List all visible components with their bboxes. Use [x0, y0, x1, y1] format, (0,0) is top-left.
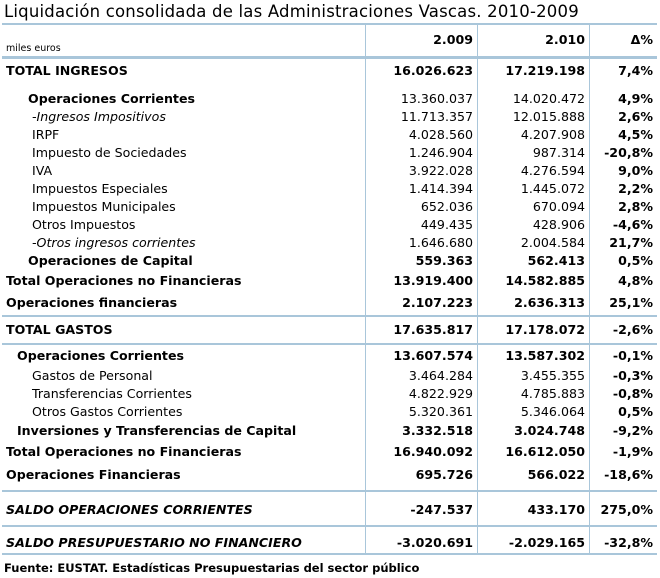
row-value-delta: 0,5%: [590, 402, 658, 420]
row-label: Operaciones Corrientes: [17, 347, 184, 363]
row-value-delta: -20,8%: [590, 143, 658, 161]
row-label: IVA: [32, 162, 53, 178]
table-row: [2, 143, 657, 161]
row-value-delta: 9,0%: [590, 161, 658, 179]
row-label: Impuestos Especiales: [32, 180, 168, 196]
row-value-2009: 559.363: [366, 251, 478, 269]
row-value-2010: 5.346.064: [478, 402, 590, 420]
col-header-2010: 2.010: [478, 25, 590, 58]
table-row: [2, 197, 657, 215]
table-row: [2, 215, 657, 233]
row-value-2009: 13.360.037: [366, 89, 478, 107]
row-value-2009: 3.464.284: [366, 366, 478, 384]
row-value-delta: 2,2%: [590, 179, 658, 197]
row-label: Operaciones de Capital: [28, 252, 193, 268]
table-row: [2, 179, 657, 197]
row-value-2010: 4.276.594: [478, 161, 590, 179]
table-row: [2, 233, 657, 251]
row-value-2010: 17.219.198: [478, 59, 590, 81]
table-row: [2, 463, 657, 486]
row-label: Gastos de Personal: [32, 367, 153, 383]
row-label: SALDO OPERACIONES CORRIENTES: [6, 502, 253, 517]
row-label: Operaciones Corrientes: [28, 90, 195, 106]
row-label: Impuesto de Sociedades: [32, 144, 187, 160]
row-value-2009: 1.414.394: [366, 179, 478, 197]
row-value-delta: 25,1%: [590, 292, 658, 312]
row-value-2010: 433.170: [478, 499, 590, 520]
row-value-2009: 3.922.028: [366, 161, 478, 179]
row-value-delta: -2,6%: [590, 316, 658, 343]
table-row: [2, 402, 657, 420]
row-value-2009: 695.726: [366, 463, 478, 486]
table-row: [2, 269, 657, 292]
table-row: [2, 532, 657, 553]
table-row: [2, 499, 657, 520]
row-value-2009: 16.026.623: [366, 59, 478, 81]
row-label: -Otros ingresos corrientes: [32, 234, 196, 250]
row-value-delta: -4,6%: [590, 215, 658, 233]
row-label: Total Operaciones no Financieras: [6, 444, 242, 459]
row-value-delta: 21,7%: [590, 233, 658, 251]
table-row: [2, 161, 657, 179]
row-label: Operaciones financieras: [6, 294, 178, 310]
row-value-2010: 987.314: [478, 143, 590, 161]
row-value-delta: -1,9%: [590, 440, 658, 463]
row-value-2009: 2.107.223: [366, 292, 478, 312]
col-header-2009: 2.009: [366, 25, 478, 58]
row-value-2010: 16.612.050: [478, 440, 590, 463]
row-value-delta: 275,0%: [590, 499, 658, 520]
row-label: Total Operaciones no Financieras: [6, 273, 242, 288]
table-row: [2, 344, 657, 366]
row-label: Transferencias Corrientes: [32, 385, 192, 401]
row-value-2009: 13.607.574: [366, 344, 478, 366]
table-header: [2, 25, 657, 58]
table-row: [2, 316, 657, 343]
row-value-2010: 2.004.584: [478, 233, 590, 251]
row-value-2010: 4.207.908: [478, 125, 590, 143]
row-value-delta: -0,3%: [590, 366, 658, 384]
row-value-2009: 16.940.092: [366, 440, 478, 463]
row-label: Otros Gastos Corrientes: [32, 403, 183, 419]
row-value-delta: 2,6%: [590, 107, 658, 125]
row-value-2009: 449.435: [366, 215, 478, 233]
row-value-2010: 428.906: [478, 215, 590, 233]
row-value-2009: 4.822.929: [366, 384, 478, 402]
row-value-2009: 652.036: [366, 197, 478, 215]
page-title: Liquidación consolidada de las Administraciones Vascas. 2010-2009: [4, 2, 579, 21]
row-value-delta: 7,4%: [590, 59, 658, 81]
row-value-2010: 566.022: [478, 463, 590, 486]
row-value-delta: -0,8%: [590, 384, 658, 402]
budget-table: [2, 24, 657, 555]
row-value-2010: 14.020.472: [478, 89, 590, 107]
row-value-2010: 2.636.313: [478, 292, 590, 312]
row-value-2010: 12.015.888: [478, 107, 590, 125]
units-label: miles euros: [2, 25, 366, 58]
row-value-delta: -18,6%: [590, 463, 658, 486]
row-value-2009: -247.537: [366, 499, 478, 520]
row-value-2010: 14.582.885: [478, 269, 590, 292]
row-value-2010: 1.445.072: [478, 179, 590, 197]
row-label: Operaciones Financieras: [6, 467, 181, 482]
table-row: [2, 89, 657, 107]
row-label: SALDO PRESUPUESTARIO NO FINANCIERO: [6, 534, 302, 550]
row-value-delta: -0,1%: [590, 344, 658, 366]
table-row: [2, 292, 657, 312]
table-row: [2, 251, 657, 269]
row-value-2010: 3.455.355: [478, 366, 590, 384]
table-row: [2, 384, 657, 402]
row-value-2010: 562.413: [478, 251, 590, 269]
row-value-2009: 5.320.361: [366, 402, 478, 420]
col-header-delta: Δ%: [590, 25, 658, 58]
row-value-2009: 1.646.680: [366, 233, 478, 251]
row-value-delta: 4,8%: [590, 269, 658, 292]
row-value-2009: 13.919.400: [366, 269, 478, 292]
row-label: Impuestos Municipales: [32, 198, 176, 214]
source-note: Fuente: EUSTAT. Estadísticas Presupuestarias del sector público: [4, 561, 420, 575]
row-value-2010: 13.587.302: [478, 344, 590, 366]
row-value-delta: -9,2%: [590, 420, 658, 440]
table-row: [2, 59, 657, 81]
row-label: IRPF: [32, 126, 60, 142]
row-value-2009: 3.332.518: [366, 420, 478, 440]
row-label: Otros Impuestos: [32, 216, 136, 232]
row-value-2010: 17.178.072: [478, 316, 590, 343]
row-value-delta: 0,5%: [590, 251, 658, 269]
row-value-delta: -32,8%: [590, 532, 658, 553]
row-value-2009: 17.635.817: [366, 316, 478, 343]
table-row: [2, 107, 657, 125]
row-value-2010: 4.785.883: [478, 384, 590, 402]
row-value-delta: 4,9%: [590, 89, 658, 107]
row-value-2010: 3.024.748: [478, 420, 590, 440]
table-row: [2, 125, 657, 143]
row-value-2009: 4.028.560: [366, 125, 478, 143]
table-row: [2, 440, 657, 463]
table-row: [2, 420, 657, 440]
row-value-2010: 670.094: [478, 197, 590, 215]
row-label: TOTAL GASTOS: [6, 322, 113, 337]
row-value-2009: 11.713.357: [366, 107, 478, 125]
row-value-delta: 2,8%: [590, 197, 658, 215]
row-value-2009: -3.020.691: [366, 532, 478, 553]
row-value-2010: -2.029.165: [478, 532, 590, 553]
row-value-delta: 4,5%: [590, 125, 658, 143]
row-label: Inversiones y Transferencias de Capital: [17, 422, 297, 438]
table-row: [2, 366, 657, 384]
row-label: -Ingresos Impositivos: [32, 108, 166, 124]
row-label: TOTAL INGRESOS: [6, 62, 128, 78]
row-value-2009: 1.246.904: [366, 143, 478, 161]
